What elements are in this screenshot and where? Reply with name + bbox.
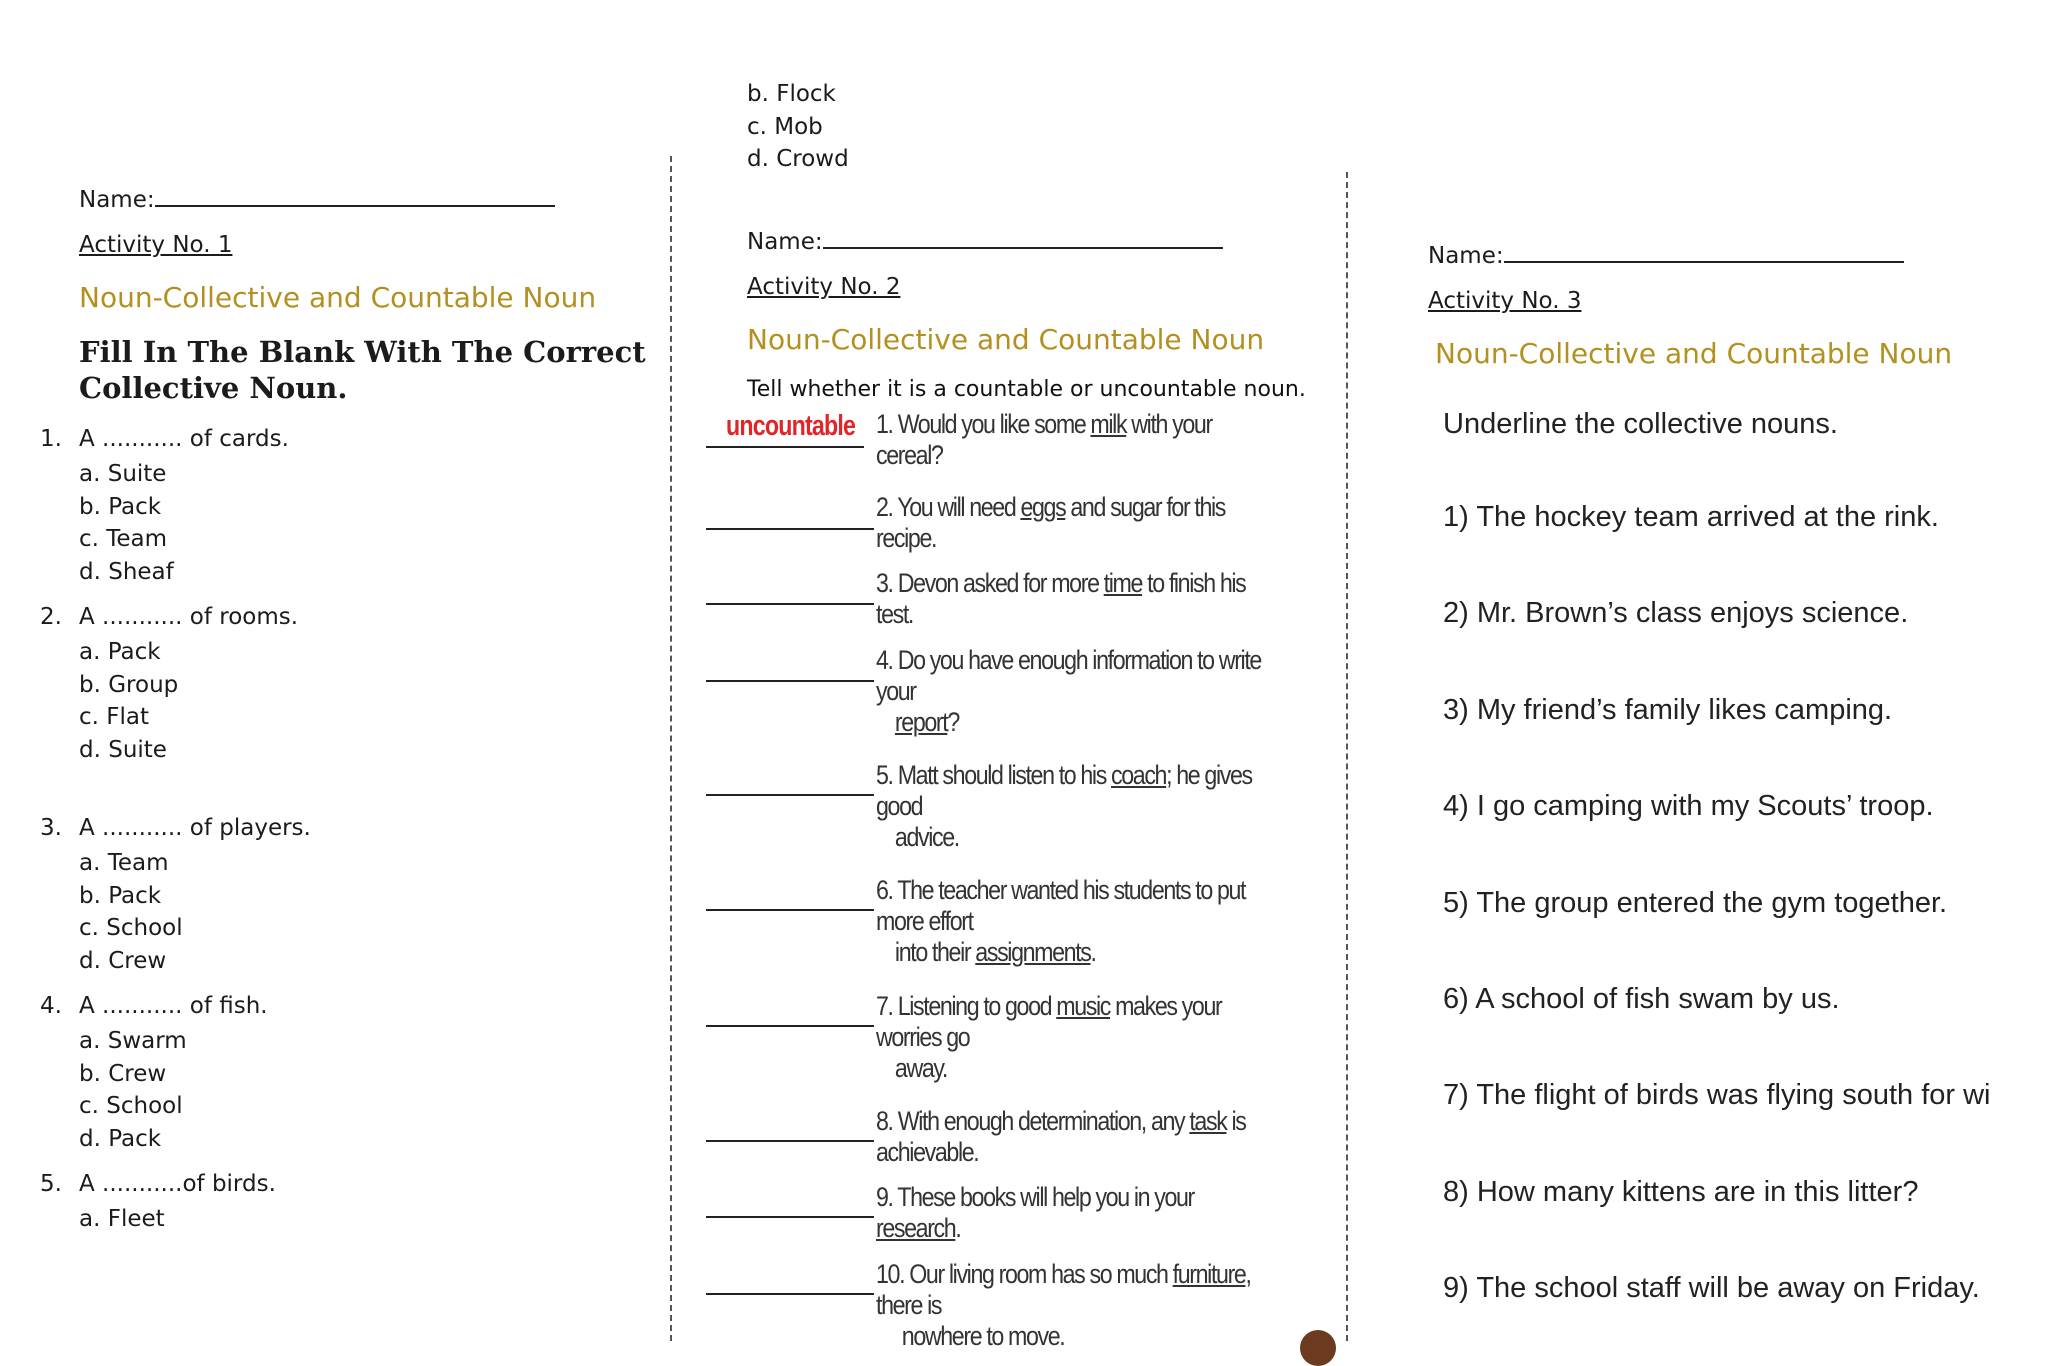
item-6: 6. The teacher wanted his students to put more effort into their assignments.	[876, 875, 1246, 967]
name-label: Name:	[1428, 243, 1504, 269]
continued-options	[747, 78, 849, 176]
answer-blank-8[interactable]	[706, 1140, 874, 1142]
instruction-line-2: Collective Noun.	[79, 371, 348, 405]
question-2	[40, 604, 299, 630]
option[interactable]: c. Team	[79, 526, 168, 552]
option[interactable]: d. Crew	[79, 947, 167, 974]
option[interactable]: b. Flock	[747, 81, 836, 107]
question-text: A ........... of players.	[79, 815, 311, 841]
sentence-1: 1) The hockey team arrived at the rink.	[1443, 501, 1939, 533]
sample-answer: uncountable	[726, 410, 856, 442]
question-5	[40, 1171, 276, 1197]
option[interactable]: b. Pack	[79, 493, 162, 520]
activity-label: Activity No. 3	[1428, 288, 1582, 314]
sentence-2: 2) Mr. Brown’s class enjoys science.	[1443, 597, 1909, 629]
question-number: 5.	[40, 1171, 62, 1197]
option[interactable]: a. Fleet	[79, 1206, 165, 1232]
item-10: 10. Our living room has so much furniture, there is nowhere to move.	[876, 1259, 1251, 1351]
option[interactable]: d. Crowd	[747, 146, 849, 172]
question-4	[40, 993, 268, 1019]
option[interactable]: c. Mob	[747, 113, 823, 140]
option[interactable]: a. Pack	[79, 639, 161, 665]
answer-blank-10[interactable]	[706, 1293, 874, 1295]
answer-blank-1[interactable]	[706, 446, 864, 448]
option[interactable]: b. Crew	[79, 1060, 167, 1087]
question-number: 1.	[40, 426, 62, 452]
activity-3-column	[1376, 0, 2048, 1341]
option[interactable]: d. Pack	[79, 1125, 162, 1152]
option[interactable]: a. Swarm	[79, 1028, 187, 1054]
option[interactable]: c. School	[79, 915, 183, 941]
option[interactable]: c. Flat	[79, 704, 149, 730]
item-1: 1. Would you like some milk with your cereal?	[876, 409, 1212, 470]
name-label: Name:	[79, 187, 155, 213]
option[interactable]: a. Team	[79, 850, 169, 876]
name-field	[79, 183, 555, 213]
instruction-heading	[79, 334, 646, 406]
topic-heading: Noun-Collective and Countable Noun	[1435, 337, 1953, 370]
name-label: Name:	[747, 229, 823, 255]
option[interactable]: a. Suite	[79, 461, 167, 487]
question-text: A ........... of fish.	[79, 993, 268, 1019]
column-divider-left	[670, 156, 672, 1341]
question-text: A ........... of rooms.	[79, 604, 299, 630]
item-7: 7. Listening to good music makes your worries go away.	[876, 991, 1222, 1083]
name-blank-line[interactable]	[823, 225, 1223, 249]
question-5-options	[79, 1203, 165, 1236]
topic-heading: Noun-Collective and Countable Noun	[747, 323, 1265, 356]
item-4: 4. Do you have enough information to write your report?	[876, 645, 1261, 737]
question-number: 3.	[40, 815, 62, 841]
answer-blank-4[interactable]	[706, 680, 874, 682]
column-divider-right	[1346, 172, 1348, 1341]
question-1	[40, 426, 289, 452]
instruction-text: Underline the collective nouns.	[1443, 408, 1838, 440]
sentence-7: 7) The flight of birds was flying south for wi	[1443, 1079, 1991, 1111]
option[interactable]: b. Group	[79, 671, 179, 698]
option[interactable]: d. Suite	[79, 736, 167, 763]
answer-blank-2[interactable]	[706, 528, 874, 530]
sentence-3: 3) My friend’s family likes camping.	[1443, 694, 1893, 726]
question-1-options	[79, 458, 174, 588]
activity-1-column	[40, 0, 659, 1341]
sentence-9: 9) The school staff will be away on Friday.	[1443, 1272, 1980, 1304]
sentence-4: 4) I go camping with my Scouts’ troop.	[1443, 790, 1934, 822]
sentence-5: 5) The group entered the gym together.	[1443, 887, 1948, 919]
item-2: 2. You will need eggs and sugar for this recipe.	[876, 492, 1226, 553]
question-number: 4.	[40, 993, 62, 1019]
item-9: 9. These books will help you in your research.	[876, 1182, 1194, 1243]
name-field	[1428, 239, 1904, 269]
question-number: 2.	[40, 604, 62, 630]
item-5: 5. Matt should listen to his coach; he gives good advice.	[876, 760, 1252, 852]
topic-heading: Noun-Collective and Countable Noun	[79, 281, 597, 314]
instruction-line-1: Fill In The Blank With The Correct	[79, 335, 646, 369]
activity-label: Activity No. 2	[747, 274, 901, 300]
instruction-text: Tell whether it is a countable or uncountable noun.	[747, 377, 1306, 402]
question-text: A ........... of cards.	[79, 426, 289, 452]
question-3	[40, 815, 311, 841]
answer-blank-7[interactable]	[706, 1025, 874, 1027]
question-3-options	[79, 847, 183, 977]
question-2-options	[79, 636, 178, 766]
activity-label: Activity No. 1	[79, 232, 233, 258]
name-blank-line[interactable]	[155, 183, 555, 207]
answer-blank-9[interactable]	[706, 1216, 874, 1218]
name-blank-line[interactable]	[1504, 239, 1904, 263]
name-field	[747, 225, 1223, 255]
answer-blank-3[interactable]	[706, 603, 874, 605]
question-text: A ...........of birds.	[79, 1171, 276, 1197]
answer-blank-6[interactable]	[706, 909, 874, 911]
option[interactable]: d. Sheaf	[79, 558, 174, 585]
item-3: 3. Devon asked for more time to finish his test.	[876, 568, 1246, 629]
sentence-6: 6) A school of fish swam by us.	[1443, 983, 1840, 1015]
option[interactable]: b. Pack	[79, 882, 162, 909]
answer-blank-5[interactable]	[706, 794, 874, 796]
item-8: 8. With enough determination, any task is achievable.	[876, 1106, 1246, 1167]
activity-2-column	[700, 0, 1340, 1351]
question-4-options	[79, 1025, 187, 1155]
option[interactable]: c. School	[79, 1093, 183, 1119]
decorative-shape	[1300, 1330, 1336, 1366]
sentence-8: 8) How many kittens are in this litter?	[1443, 1176, 1919, 1208]
